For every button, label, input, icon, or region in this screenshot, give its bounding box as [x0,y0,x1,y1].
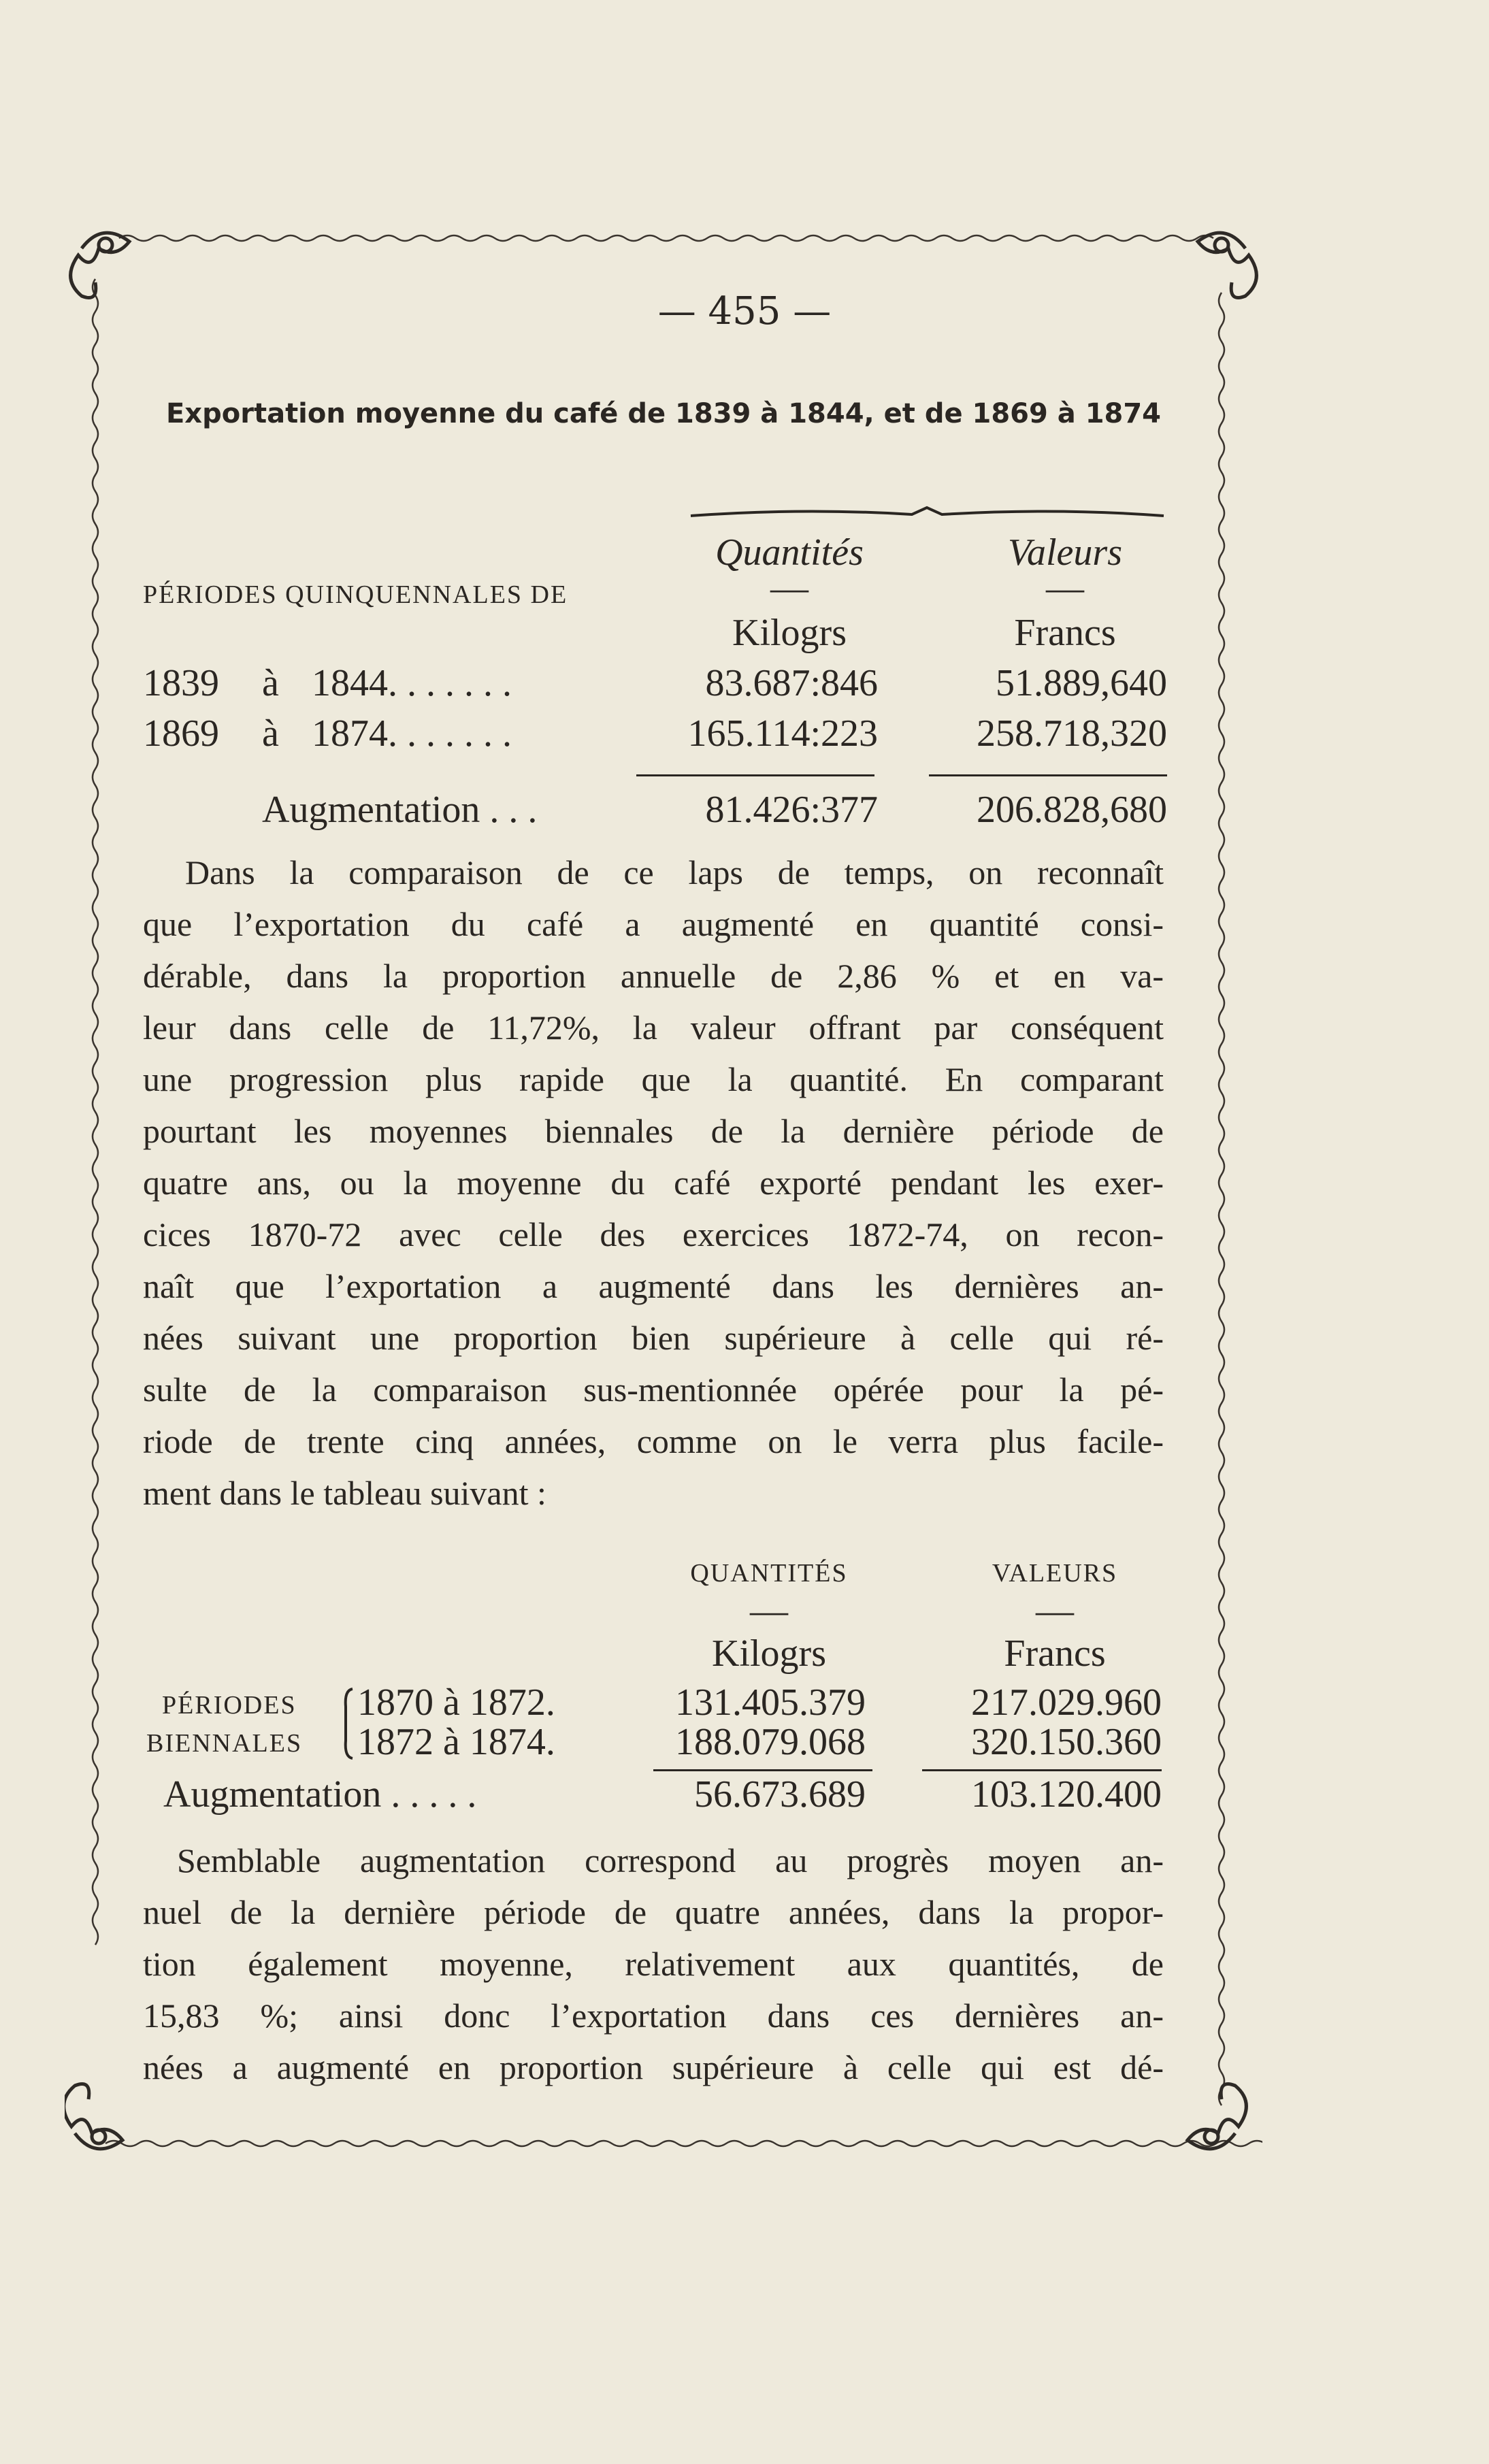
text-line: une progression plus rapide que la quantité. En comparant [143,1060,1164,1098]
text-line: sulte de la comparaison sus-mentionnée opérée pour la pé- [143,1370,1164,1409]
total-quantity: 81.426:377 [705,789,878,831]
text-line: nées suivant une proportion bien supérieure à celle qui ré- [143,1319,1164,1357]
text-line: Dans la comparaison de ce laps de temps, on reconnaît [185,853,1164,891]
row-to: 1874. . . . . . . [312,712,512,755]
row-quantity: 83.687:846 [705,662,878,704]
text-line: quatre ans, ou la moyenne du café exporté pendant les exer- [143,1164,1164,1202]
unit-francs: Francs [1004,1632,1106,1675]
row-quantity: 131.405.379 [675,1681,866,1724]
column-header-quantites: Quantités [715,531,864,574]
row-from: 1869 [143,712,219,755]
column-header-valeurs: Valeurs [1008,531,1122,574]
dash: — [750,1590,788,1632]
total-quantity: 56.673.689 [694,1773,866,1816]
period-label-line2: BIENNALES [146,1729,303,1758]
row-header-label: PÉRIODES QUINQUENNALES DE [143,580,568,609]
sum-rule [636,774,874,776]
sum-rule [929,774,1167,776]
text-line: tion également moyenne, relativement aux quantités, de [143,1945,1164,1983]
text-line: que l’exportation du café a augmenté en quantité consi- [143,905,1164,943]
paragraph-1 [143,847,1164,1519]
dash: — [1036,1590,1074,1632]
text-line: nées a augmenté en proportion supérieure à celle qui est dé- [143,2048,1164,2086]
text-line: naît que l’exportation a augmenté dans les dernières an- [143,1267,1164,1305]
text-line: Semblable augmentation correspond au progrès moyen an- [177,1841,1164,1879]
total-value: 206.828,680 [977,789,1167,831]
row-value: 217.029.960 [971,1681,1162,1724]
total-label: Augmentation . . . . . [163,1773,477,1816]
text-line: cices 1870-72 avec celle des exercices 1872-74, on recon- [143,1215,1164,1253]
corner-ornament-icon [65,2084,122,2149]
row-period: 1872 à 1874. [357,1721,555,1763]
sum-rule [922,1769,1162,1771]
total-label: Augmentation . . . [262,789,538,831]
row-value: 258.718,320 [977,712,1167,755]
corner-ornament-icon [1198,233,1256,297]
unit-kilogrs: Kilogrs [712,1632,826,1675]
text-line: pourtant les moyennes biennales de la dernière période de [143,1112,1164,1150]
table-title: Exportation moyenne du café de 1839 à 1844, et de 1869 à 1874 [165,398,1162,429]
unit-kilogrs: Kilogrs [732,612,847,654]
text-line: nuel de la dernière période de quatre années, dans la propor- [143,1893,1164,1931]
bracket [339,1686,357,1761]
row-period: 1870 à 1872. [357,1681,555,1724]
row-to: 1844. . . . . . . [312,662,512,704]
text-line: ment dans le tableau suivant : [143,1474,546,1512]
corner-ornament-icon [71,233,129,297]
row-quantity: 165.114:223 [687,712,878,755]
row-a: à [262,662,279,704]
paragraph-2 [143,1835,1164,2093]
column-header-quantites: QUANTITÉS [690,1559,848,1588]
row-value: 320.150.360 [971,1721,1162,1763]
column-header-valeurs: VALEURS [992,1559,1118,1588]
unit-francs: Francs [1014,612,1116,654]
row-from: 1839 [143,662,219,704]
row-a: à [262,712,279,755]
period-label-line1: PÉRIODES [162,1691,297,1720]
dash: — [770,567,808,609]
page-number: — 455 — [657,289,832,333]
dash: — [1046,567,1084,609]
sum-rule [653,1769,872,1771]
text-line: dérable, dans la proportion annuelle de 2,86 % et en va- [143,957,1164,995]
total-value: 103.120.400 [971,1773,1162,1816]
column-brace [687,502,1167,523]
text-line: 15,83 %; ainsi donc l’exportation dans ces dernières an- [143,1997,1164,2035]
text-line: riode de trente cinq années, comme on le verra plus facile- [143,1422,1164,1460]
row-quantity: 188.079.068 [675,1721,866,1763]
row-value: 51.889,640 [996,662,1167,704]
corner-ornament-icon [1188,2084,1246,2149]
text-line: leur dans celle de 11,72%, la valeur offrant par conséquent [143,1008,1164,1047]
